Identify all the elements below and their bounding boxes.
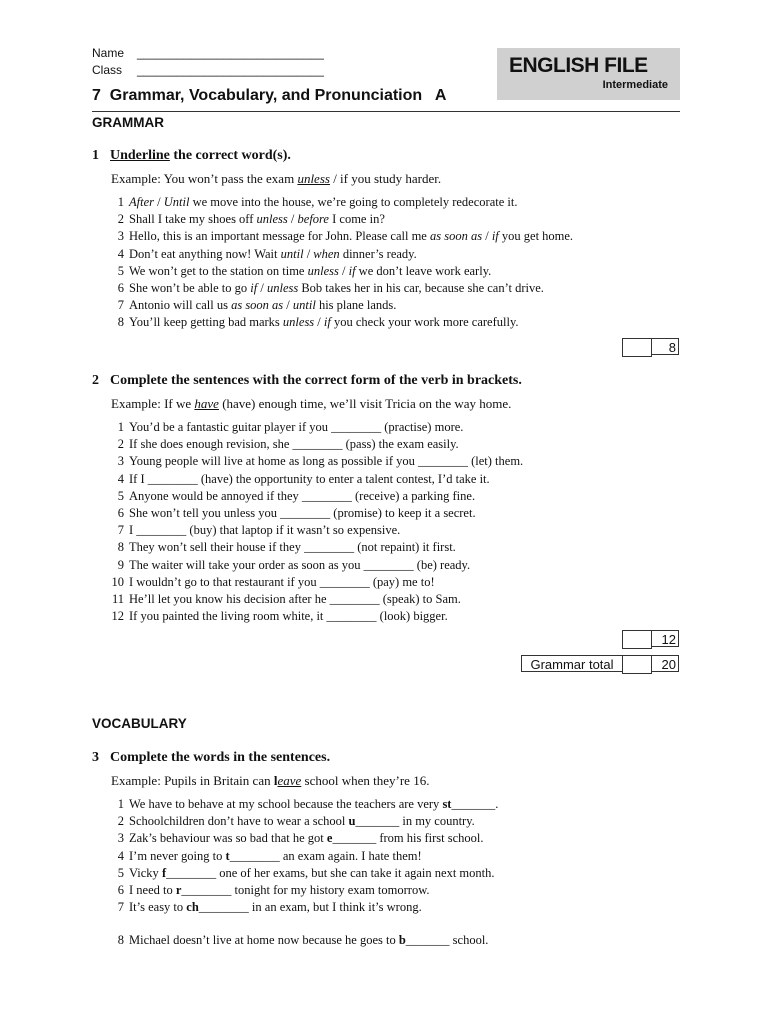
item-text: We won’t get to the station on time <box>129 263 308 278</box>
item-text: b <box>398 933 406 947</box>
list-item <box>100 280 573 297</box>
list-item <box>100 211 573 228</box>
name-field[interactable] <box>92 46 324 60</box>
item-number: 2 <box>117 212 124 227</box>
item-text: Shall I take my shoes off <box>129 212 257 227</box>
item-number: 8 <box>117 933 124 947</box>
item-text: unless <box>307 263 339 278</box>
item-text: Bob takes her in his car, because she can’t drive. <box>298 280 544 295</box>
list-item <box>100 882 498 899</box>
item-text: / <box>257 280 267 295</box>
item-text: Michael doesn’t live at home now because he goes to <box>129 933 399 947</box>
item-text: They won’t sell their house if they ________ (not repaint) it first. <box>129 540 456 555</box>
task-2-title-text: Complete the sentences with the correct form of the verb in brackets. <box>110 373 522 388</box>
list-item <box>100 796 498 813</box>
list-item <box>100 899 498 916</box>
total-entry-box[interactable] <box>622 655 652 674</box>
item-number: 3 <box>117 831 124 846</box>
item-number: 5 <box>117 263 124 278</box>
example-text: Example: You won’t pass the exam <box>111 171 298 186</box>
task-3-title <box>92 750 330 766</box>
item-number: 11 <box>111 591 124 606</box>
item-text: I come in? <box>329 212 385 227</box>
class-line[interactable]: ____________________________ <box>137 63 324 77</box>
logo-subtitle: Intermediate <box>602 79 668 91</box>
item-text: / <box>283 298 293 313</box>
item-number: 5 <box>117 488 124 503</box>
list-item <box>100 865 498 882</box>
item-text: if <box>323 315 331 330</box>
list-item <box>100 608 523 625</box>
name-line[interactable]: ____________________________ <box>137 46 324 60</box>
item-text: u <box>348 814 356 829</box>
item-text: you check your work more carefully. <box>330 315 519 330</box>
item-text: I ________ (buy) that laptop if it wasn’t so expensive. <box>129 523 401 538</box>
item-text: You’d be a fantastic guitar player if you ________ (practise) more. <box>129 420 464 434</box>
item-number: 4 <box>117 471 124 486</box>
list-item <box>100 848 498 865</box>
item-text: _______ in my country. <box>355 814 475 829</box>
item-text: If you painted the living room white, it ________ (look) bigger. <box>129 609 448 624</box>
example-text: Example: If we <box>111 396 195 411</box>
list-item <box>100 591 523 608</box>
list-item <box>100 488 523 505</box>
item-text: unless <box>256 212 288 227</box>
item-number: 10 <box>111 574 124 589</box>
score-max: 12 <box>651 630 679 647</box>
item-text: st <box>442 797 452 811</box>
item-number: 1 <box>117 195 124 209</box>
item-text: dinner’s ready. <box>339 246 417 261</box>
task-1-title-underlined: Underline <box>110 148 170 163</box>
item-text: as soon as <box>429 229 483 244</box>
task-1-title-rest: the correct word(s). <box>169 148 291 163</box>
item-text: I wouldn’t go to that restaurant if you ________ (pay) me to! <box>129 574 435 589</box>
item-text: ch <box>186 900 199 915</box>
item-text: ________ one of her exams, but she can take it again next month. <box>166 865 495 880</box>
item-text: Don’t eat anything now! Wait <box>129 246 281 261</box>
item-text: ________ in an exam, but I think it’s wrong. <box>198 900 422 915</box>
item-number: 8 <box>117 540 124 555</box>
item-text: you get home. <box>498 229 574 244</box>
task-3-title-text: Complete the words in the sentences. <box>110 750 331 765</box>
list-item <box>100 453 523 470</box>
item-text: until <box>280 246 304 261</box>
item-text: We have to behave at my school because the teachers are very <box>129 797 443 811</box>
score-entry-box[interactable] <box>622 630 652 649</box>
item-number: 1 <box>117 420 124 434</box>
list-item <box>100 539 523 556</box>
score-entry-box[interactable] <box>622 338 652 357</box>
item-number: 12 <box>111 609 124 624</box>
example-text: Example: Pupils in Britain can <box>111 773 274 788</box>
item-number: 7 <box>117 298 124 313</box>
item-text: as soon as <box>231 298 284 313</box>
task-3-list-continued <box>100 932 488 949</box>
item-text: we move into the house, we’re going to completely redecorate it. <box>189 195 518 209</box>
item-text: we don’t leave work early. <box>355 263 492 278</box>
item-text: Hello, this is an important message for John. Please call me <box>129 229 430 244</box>
item-number: 7 <box>117 523 124 538</box>
unit-title: 7 Grammar, Vocabulary, and Pronunciation A <box>92 87 447 104</box>
item-text: until <box>292 298 316 313</box>
example-text: school when they’re 16. <box>301 773 430 788</box>
task-2-example <box>111 396 511 412</box>
item-text: The waiter will take your order as soon as you ________ (be) ready. <box>129 557 471 572</box>
item-number: 6 <box>117 505 124 520</box>
list-item <box>100 297 573 314</box>
english-file-logo <box>497 48 680 100</box>
item-text: / <box>287 212 298 227</box>
item-text: f <box>161 865 167 880</box>
item-text: I’m never going to <box>129 848 226 863</box>
list-item <box>100 314 573 331</box>
item-text: Until <box>163 195 190 209</box>
item-text: Zak’s behaviour was so bad that he got <box>129 831 327 846</box>
item-number: 6 <box>117 280 124 295</box>
item-text: It’s easy to <box>129 900 187 915</box>
item-text: _______ school. <box>405 933 489 947</box>
list-item <box>100 194 573 211</box>
list-item <box>100 574 523 591</box>
list-item <box>100 436 523 453</box>
task-3-list <box>100 796 498 916</box>
grammar-heading: GRAMMAR <box>92 115 164 130</box>
item-text: / <box>154 195 164 209</box>
item-text: unless <box>282 315 315 330</box>
list-item <box>100 830 498 847</box>
task-number: 2 <box>92 373 99 388</box>
item-text: / <box>338 263 349 278</box>
example-first-letter: l <box>273 773 278 788</box>
item-number: 8 <box>117 315 124 330</box>
item-text: Schoolchildren don’t have to wear a school <box>129 814 349 829</box>
item-text: if <box>250 280 258 295</box>
task-number: 3 <box>92 750 99 765</box>
vocabulary-heading: VOCABULARY <box>92 716 187 731</box>
list-item <box>100 813 498 830</box>
item-text: If she does enough revision, she ________ (pass) the exam easily. <box>129 437 459 452</box>
item-number: 3 <box>117 454 124 469</box>
item-text: / <box>482 229 492 244</box>
score-max: 8 <box>651 338 679 355</box>
item-text: before <box>297 212 329 227</box>
item-text: / <box>314 315 324 330</box>
item-text: if <box>491 229 499 244</box>
item-text: t <box>225 848 230 863</box>
task-number: 1 <box>92 148 99 163</box>
list-item <box>100 932 488 949</box>
item-text: Young people will live at home as long as possible if you ________ (let) them. <box>129 454 524 469</box>
list-item <box>100 505 523 522</box>
item-text: Vicky <box>129 865 162 880</box>
item-number: 9 <box>117 557 124 572</box>
item-text: He’ll let you know his decision after he ________ (speak) to Sam. <box>129 591 461 606</box>
name-label: Name <box>92 46 125 60</box>
example-answer: unless <box>297 171 330 186</box>
grammar-total-label: Grammar total <box>521 655 623 672</box>
item-text: ________ an exam again. I hate them! <box>229 848 422 863</box>
task-2-title <box>92 373 522 389</box>
item-text: when <box>313 246 340 261</box>
item-text: You’ll keep getting bad marks <box>129 315 283 330</box>
item-number: 4 <box>117 848 124 863</box>
example-answer: eave <box>277 773 302 788</box>
item-text: After <box>129 195 154 209</box>
item-text: e <box>326 831 333 846</box>
list-item <box>100 557 523 574</box>
list-item <box>100 228 573 245</box>
task-1-list <box>100 194 573 332</box>
task-1-example <box>111 171 441 187</box>
class-label: Class <box>92 63 123 77</box>
item-text: I need to <box>129 882 176 897</box>
task-2-list <box>100 419 523 625</box>
item-text: She won’t tell you unless you ________ (promise) to keep it a secret. <box>129 505 476 520</box>
task-3-example <box>111 773 429 789</box>
header-divider <box>92 111 680 112</box>
item-number: 2 <box>117 814 124 829</box>
item-number: 2 <box>117 437 124 452</box>
item-text: his plane lands. <box>315 298 397 313</box>
item-text: She won’t be able to go <box>129 280 251 295</box>
item-text: r <box>175 882 182 897</box>
item-number: 5 <box>117 865 124 880</box>
item-text: / <box>303 246 314 261</box>
list-item <box>100 263 573 280</box>
item-text: ________ tonight for my history exam tomorrow. <box>181 882 430 897</box>
item-text: Anyone would be annoyed if they ________ (receive) a parking fine. <box>129 488 476 503</box>
item-text: _______ from his first school. <box>332 831 484 846</box>
example-answer: have <box>194 396 219 411</box>
logo-title: ENGLISH FILE <box>509 54 648 77</box>
example-text: (have) enough time, we’ll visit Tricia on the way home. <box>218 396 512 411</box>
list-item <box>100 419 523 436</box>
item-number: 4 <box>117 246 124 261</box>
item-text: unless <box>266 280 299 295</box>
item-text: Antonio will call us <box>129 298 232 313</box>
item-text: if <box>348 263 356 278</box>
list-item <box>100 246 573 263</box>
task-1-title <box>92 148 291 164</box>
item-number: 7 <box>117 900 124 915</box>
item-number: 6 <box>117 882 124 897</box>
list-item <box>100 471 523 488</box>
class-field[interactable] <box>92 63 324 77</box>
item-text: _______. <box>451 797 499 811</box>
list-item <box>100 522 523 539</box>
example-text: / if you study harder. <box>329 171 442 186</box>
grammar-total-max: 20 <box>651 655 679 672</box>
item-number: 1 <box>117 797 124 811</box>
item-number: 3 <box>117 229 124 244</box>
item-text: If I ________ (have) the opportunity to enter a talent contest, I’d take it. <box>129 471 490 486</box>
